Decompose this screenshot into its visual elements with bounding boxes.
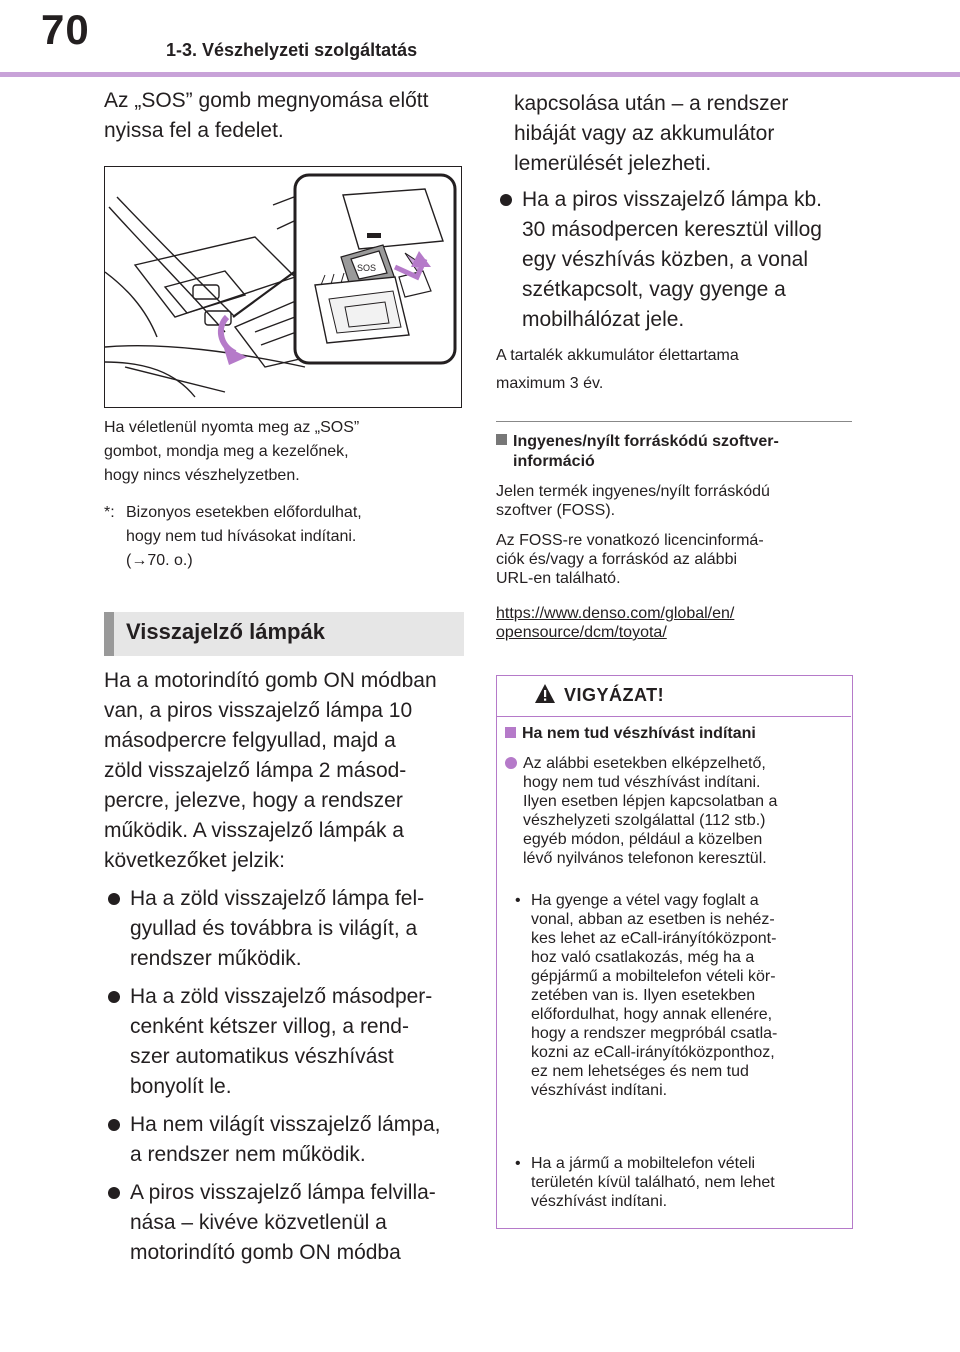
divider	[496, 421, 852, 422]
indicator-description	[104, 666, 466, 1268]
foss-url-line[interactable]: opensource/dcm/toyota/	[496, 624, 667, 641]
battery-note	[496, 342, 856, 398]
caution-line: előfordulhat, hogy annak ellenére,	[531, 1006, 773, 1023]
list-item	[104, 1110, 466, 1170]
caution-paragraph	[505, 754, 843, 868]
bullet-line: motorindító gomb ON módba	[130, 1241, 401, 1264]
footnote-line: hogy nem tud hívásokat indítani.	[126, 528, 357, 545]
bullet-mark: •	[515, 892, 521, 909]
caution-line: Ha gyenge a vétel vagy foglalt a	[531, 892, 759, 909]
foss-heading	[496, 432, 856, 472]
page-number: 70	[41, 6, 90, 53]
bullet-line: bonyolít le.	[130, 1075, 232, 1098]
figure-caption	[104, 416, 464, 488]
caution-line: hogy nem tud vészhívást indítani.	[523, 774, 761, 791]
bullet-line: Ha a zöld visszajelző lámpa fel-	[130, 887, 425, 910]
caution-line: vonal, abban az esetben is nehéz-	[531, 911, 775, 928]
intro-line: Az „SOS” gomb megnyomása előtt	[104, 89, 429, 112]
bullet-dot	[500, 194, 512, 206]
header-rule	[0, 72, 960, 77]
bullet-dot	[505, 757, 517, 769]
bullet-line: szétkapcsolt, vagy gyenge a	[522, 278, 786, 301]
caution-line: vészhívást indítani.	[531, 1193, 668, 1210]
bullet-line: rendszer működik.	[130, 947, 302, 970]
caution-line: gépjármű a mobiltelefon vételi kör-	[531, 968, 776, 985]
foss-paragraph	[496, 531, 856, 588]
caution-line: zetében van is. Ilyen esetekben	[531, 987, 756, 1004]
bullet-dot	[108, 893, 120, 905]
bullet-line: gyullad és továbbra is világít, a	[130, 917, 418, 940]
list-item	[104, 982, 466, 1102]
caution-line: Ha a jármű a mobiltelefon vételi	[531, 1155, 756, 1172]
caution-line: lévő nyilvános telefonon keresztül.	[523, 850, 767, 867]
list-item	[515, 891, 845, 1100]
caution-title: VIGYÁZAT!	[564, 685, 665, 705]
caution-subheading-text: Ha nem tud vészhívást indítani	[522, 725, 756, 742]
continued-line: hibáját vagy az akkumulátor	[514, 122, 775, 145]
caution-line: ez nem lehetséges és nem tud	[531, 1063, 749, 1080]
foss-line: Az FOSS-re vonatkozó licencinformá-	[496, 532, 764, 549]
caution-line: Ilyen esetben lépjen kapcsolatban a	[523, 793, 778, 810]
list-item	[104, 1178, 466, 1268]
heading-title: Visszajelző lámpák	[126, 619, 325, 644]
footnote-line: Bizonyos esetekben előfordulhat,	[126, 504, 362, 521]
footnote	[104, 501, 464, 573]
sos-button-illustration	[104, 166, 462, 408]
continued-line: kapcsolása után – a rendszer	[514, 92, 789, 115]
caution-line: kes lehet az eCall-irányítóközpont-	[531, 930, 777, 947]
foss-line: Jelen termék ingyenes/nyílt forráskódú	[496, 483, 770, 500]
caution-line: kozni az eCall-irányítóközponthoz,	[531, 1044, 775, 1061]
foss-line: szoftver (FOSS).	[496, 502, 616, 519]
caption-line: hogy nincs vészhelyzetben.	[104, 467, 300, 484]
foss-heading-line: információ	[513, 453, 595, 470]
footnote-mark: *:	[104, 504, 115, 521]
bullet-line: A piros visszajelző lámpa felvilla-	[130, 1181, 436, 1204]
overhead-console-drawing	[105, 167, 461, 407]
caution-box	[496, 675, 853, 1229]
continued-text	[514, 89, 854, 179]
bullet-line: Ha a piros visszajelző lámpa kb.	[522, 188, 822, 211]
section-title: 1-3. Vészhelyzeti szolgáltatás	[166, 40, 418, 60]
para-line: zöld visszajelző lámpa 2 másod-	[104, 759, 407, 782]
square-bullet-icon	[505, 727, 516, 738]
bullet-dot	[108, 1187, 120, 1199]
note-line: maximum 3 év.	[496, 375, 604, 392]
para-line: másodpercre felgyullad, majd a	[104, 729, 396, 752]
para-line: következőket jelzik:	[104, 849, 285, 872]
bullet-line: nása – kivéve közvetlenül a	[130, 1211, 387, 1234]
bullet-line: cenként kétszer villog, a rend-	[130, 1015, 409, 1038]
para-line: Ha a motorindító gomb ON módban	[104, 669, 437, 692]
caution-line: hogy a rendszer megpróbál csatla-	[531, 1025, 778, 1042]
sos-label: SOS	[357, 263, 377, 273]
foss-line: ciók és/vagy a forráskód az alábbi	[496, 551, 738, 568]
caution-line: Az alábbi esetekben elképzelhető,	[523, 755, 766, 772]
bullet-dot	[108, 1119, 120, 1131]
warning-icon	[534, 683, 556, 705]
bullet-line: szer automatikus vészhívást	[130, 1045, 394, 1068]
footnote-line: (→70. o.)	[126, 552, 193, 569]
caution-line: vészhívást indítani.	[531, 1082, 668, 1099]
bullet-line: Ha a zöld visszajelző másodper-	[130, 985, 433, 1008]
foss-line: URL-en található.	[496, 570, 621, 587]
bullet-line: egy vészhívás közben, a vonal	[522, 248, 809, 271]
foss-url-link[interactable]	[496, 604, 856, 642]
bullet-line: a rendszer nem működik.	[130, 1143, 366, 1166]
list-item	[104, 884, 466, 974]
bullet-line: Ha nem világít visszajelző lámpa,	[130, 1113, 441, 1136]
bullet-mark: •	[515, 1155, 521, 1172]
caution-line: egyéb módon, például a közelben	[523, 831, 763, 848]
intro-line: nyissa fel a fedelet.	[104, 119, 284, 142]
section-heading	[104, 612, 464, 656]
caution-subheading	[505, 725, 756, 743]
page-header	[0, 0, 960, 80]
caution-line: vészhelyzeti szolgálattal (112 stb.)	[523, 812, 766, 829]
intro-text	[104, 86, 466, 146]
caption-line: Ha véletlenül nyomta meg az „SOS”	[104, 419, 360, 436]
para-line: működik. A visszajelző lámpák a	[104, 819, 404, 842]
square-bullet-icon	[496, 434, 507, 445]
foss-heading-line: Ingyenes/nyílt forráskódú szoftver-	[513, 433, 779, 450]
caption-line: gombot, mondja meg a kezelőnek,	[104, 443, 349, 460]
list-item	[515, 1154, 845, 1211]
para-line: percre, jelezve, hogy a rendszer	[104, 789, 403, 812]
bullet-dot	[108, 991, 120, 1003]
caution-line: területén kívül található, nem lehet	[531, 1174, 775, 1191]
list-item	[496, 185, 856, 335]
continued-line: lemerülését jelezheti.	[514, 152, 712, 175]
bullet-line: 30 másodpercen keresztül villog	[522, 218, 822, 241]
foss-url-line[interactable]: https://www.denso.com/global/en/	[496, 605, 735, 622]
caution-header	[497, 676, 851, 717]
caution-line: hoz való csatlakozás, még ha a	[531, 949, 755, 966]
heading-accent	[104, 612, 114, 656]
bullet-line: mobilhálózat jele.	[522, 308, 685, 331]
para-line: van, a piros visszajelző lámpa 10	[104, 699, 413, 722]
foss-paragraph	[496, 482, 856, 520]
note-line: A tartalék akkumulátor élettartama	[496, 347, 739, 364]
